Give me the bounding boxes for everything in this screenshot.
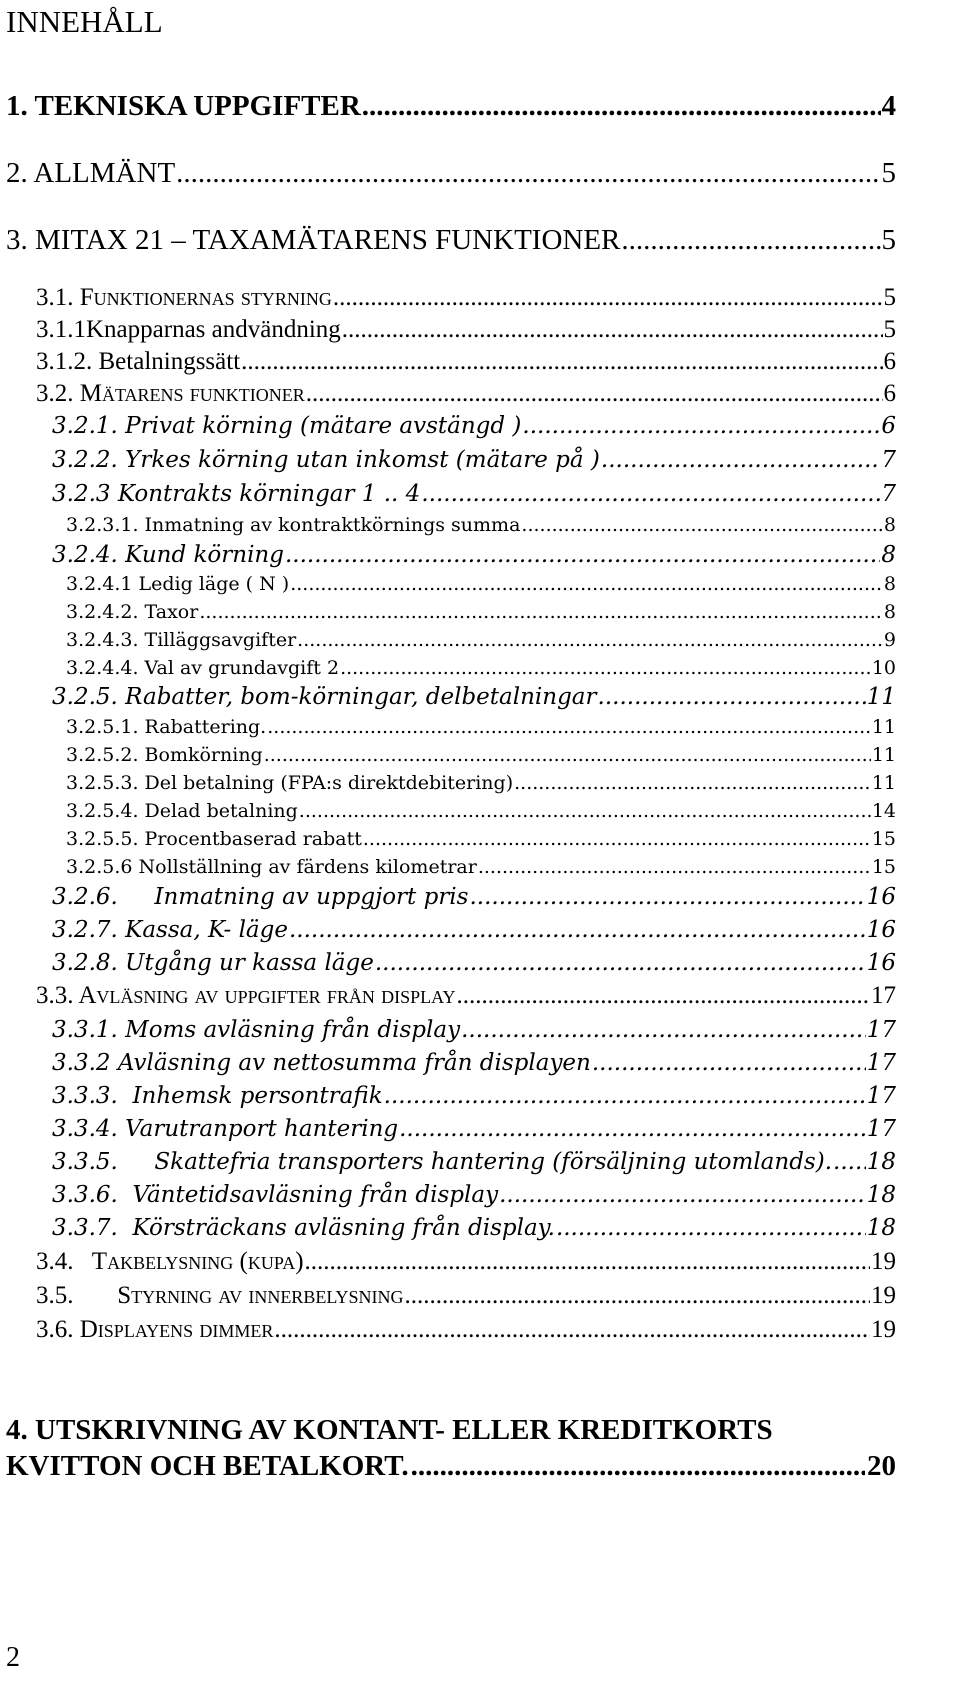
toc-entry-label: 3.2.3.1. Inmatning av kontraktkörnings summa xyxy=(66,514,521,536)
toc-entry-label: 3.2.5.2. Bomkörning xyxy=(66,744,263,766)
toc-entry-page: 17 xyxy=(866,1116,896,1142)
toc-entry-label: 3.6. Displayens dimmer xyxy=(36,1316,274,1343)
toc-entry-label: 3. MITAX 21 – TAXAMÄTARENS FUNKTIONER xyxy=(6,224,621,256)
toc-entry-page: 16 xyxy=(866,950,896,976)
toc-entry-page: 6 xyxy=(883,348,896,375)
toc-entry-page: 6 xyxy=(883,380,896,407)
toc-entry-page: 16 xyxy=(866,884,896,910)
toc-entry-label: 3.3.3. Inhemsk persontrafik xyxy=(52,1083,383,1109)
toc-entry-page: 5 xyxy=(883,316,896,343)
toc-leader xyxy=(274,1310,870,1350)
toc-entry-label: 3.2. Mätarens funktioner xyxy=(36,380,305,407)
toc-entry-label: 3.3.1. Moms avläsning från display xyxy=(52,1017,461,1043)
toc-entry-label: 3.2.5.4. Delad betalning xyxy=(66,800,298,822)
toc-entry-page: 11 xyxy=(871,772,896,794)
toc-entry-label: 3.3. Avläsning av uppgifter från display xyxy=(36,982,456,1009)
toc-entry-page: 14 xyxy=(871,800,896,822)
toc-entry-page: 15 xyxy=(871,856,896,878)
toc-entry-page: 5 xyxy=(881,157,896,189)
toc-entry-page: 11 xyxy=(871,744,896,766)
toc-entry-final[interactable] xyxy=(6,1412,896,1484)
toc-entry-label: 3.2.4.2. Taxor xyxy=(66,601,199,623)
toc-entry-label: 3.1. Funktionernas styrning xyxy=(36,284,332,311)
toc-entry-label: 3.3.5. Skattefria transporters hantering (försäljning utomlands). xyxy=(52,1149,833,1175)
toc-entry-label: 3.1.2. Betalningssätt xyxy=(36,348,241,375)
toc-entry-page: 20 xyxy=(867,1450,896,1482)
toc-entry-label: 3.2.4.1 Ledig läge ( N ) xyxy=(66,573,290,595)
toc-entry-page: 17 xyxy=(871,982,896,1009)
toc-entry-page: 6 xyxy=(881,413,896,439)
toc-entry-label: 3.5. Styrning av innerbelysning xyxy=(36,1282,404,1309)
toc-entry[interactable] xyxy=(36,1310,896,1350)
toc-entry-page: 18 xyxy=(866,1182,896,1208)
toc-entry-page: 15 xyxy=(871,828,896,850)
toc-entry-page: 18 xyxy=(866,1215,896,1241)
toc-heading: INNEHÅLL xyxy=(6,4,163,39)
toc-entry-page: 8 xyxy=(881,542,896,568)
toc-entry-label: 1. TEKNISKA UPPGIFTER xyxy=(6,90,361,122)
toc-entry-label: 3.2.5.3. Del betalning (FPA:s direktdebitering) xyxy=(66,772,514,794)
toc-leader xyxy=(621,220,880,260)
toc-entry-page: 11 xyxy=(866,684,896,710)
toc-entry-label: 3.1.1Knapparnas andvändning xyxy=(36,316,341,343)
toc-leader xyxy=(362,86,881,126)
toc-entry-label: 3.2.7. Kassa, K- läge xyxy=(52,917,288,943)
toc-entry-label: 3.2.8. Utgång ur kassa läge xyxy=(52,950,374,976)
toc-entry-page: 5 xyxy=(883,284,896,311)
toc-entry-page: 19 xyxy=(871,1248,896,1275)
toc-entry-label: 3.2.5. Rabatter, bom-körningar, delbetalningar xyxy=(52,684,597,710)
toc-entry-label: 2. ALLMÄNT xyxy=(6,157,176,189)
toc-entry-page: 19 xyxy=(871,1316,896,1343)
toc-entry-page: 5 xyxy=(881,224,896,256)
toc-entry-page: 10 xyxy=(871,657,896,679)
toc-entry-label: 3.2.4. Kund körning xyxy=(52,542,284,568)
toc-entry-page: 18 xyxy=(866,1149,896,1175)
page-number: 2 xyxy=(6,1642,20,1673)
toc-entry-page: 16 xyxy=(866,917,896,943)
toc-entry-page: 8 xyxy=(883,601,896,623)
toc-entry-label: 3.3.6. Väntetidsavläsning från display xyxy=(52,1182,499,1208)
toc-entry-page: 7 xyxy=(881,481,896,507)
toc-entry-label: 3.2.3 Kontrakts körningar 1 .. 4 xyxy=(52,481,421,507)
toc-entry-label: 3.2.1. Privat körning (mätare avstängd ) xyxy=(52,413,522,439)
toc-entry-label: 3.4. Takbelysning (kupa) xyxy=(36,1248,304,1275)
toc-entry[interactable] xyxy=(6,86,896,126)
toc-entry-page: 17 xyxy=(866,1083,896,1109)
toc-entry-page: 11 xyxy=(871,716,896,738)
toc-entry[interactable] xyxy=(6,153,896,193)
toc-entry-page: 8 xyxy=(883,573,896,595)
toc-entry-label: 3.2.6. Inmatning av uppgjort pris xyxy=(52,884,469,910)
toc-entry-page: 17 xyxy=(866,1017,896,1043)
toc-entry-label: 3.2.5.1. Rabattering. xyxy=(66,716,267,738)
toc-entry-page: 9 xyxy=(883,629,896,651)
toc-entry-label: 4. UTSKRIVNING AV KONTANT- ELLER KREDITKORTS xyxy=(6,1414,773,1446)
toc-leader xyxy=(176,153,880,193)
toc-entry-label: 3.2.5.5. Procentbaserad rabatt xyxy=(66,828,362,850)
toc-entry-label: 3.3.4. Varutranport hantering xyxy=(52,1116,399,1142)
toc-entry-label-cont: KVITTON OCH BETALKORT. xyxy=(6,1450,409,1482)
toc-entry-label: 3.2.4.4. Val av grundavgift 2 xyxy=(66,657,340,679)
toc-entry[interactable] xyxy=(6,220,896,260)
toc-entry-label: 3.2.5.6 Nollställning av färdens kilometrar xyxy=(66,856,477,878)
toc-entry-page: 19 xyxy=(871,1282,896,1309)
toc-leader xyxy=(411,1448,865,1484)
toc-entry-page: 7 xyxy=(881,447,896,473)
toc-entry-page: 17 xyxy=(866,1050,896,1076)
toc-entry-label: 3.3.7. Körsträckans avläsning från display. xyxy=(52,1215,555,1241)
toc-entry-page: 8 xyxy=(883,514,896,536)
toc-entry-label: 3.2.4.3. Tilläggsavgifter xyxy=(66,629,297,651)
toc-entry-label: 3.2.2. Yrkes körning utan inkomst (mätare på ) xyxy=(52,447,600,473)
toc-entry-label: 3.3.2 Avläsning av nettosumma från displayen xyxy=(52,1050,591,1076)
toc-entry-page: 4 xyxy=(881,90,896,122)
